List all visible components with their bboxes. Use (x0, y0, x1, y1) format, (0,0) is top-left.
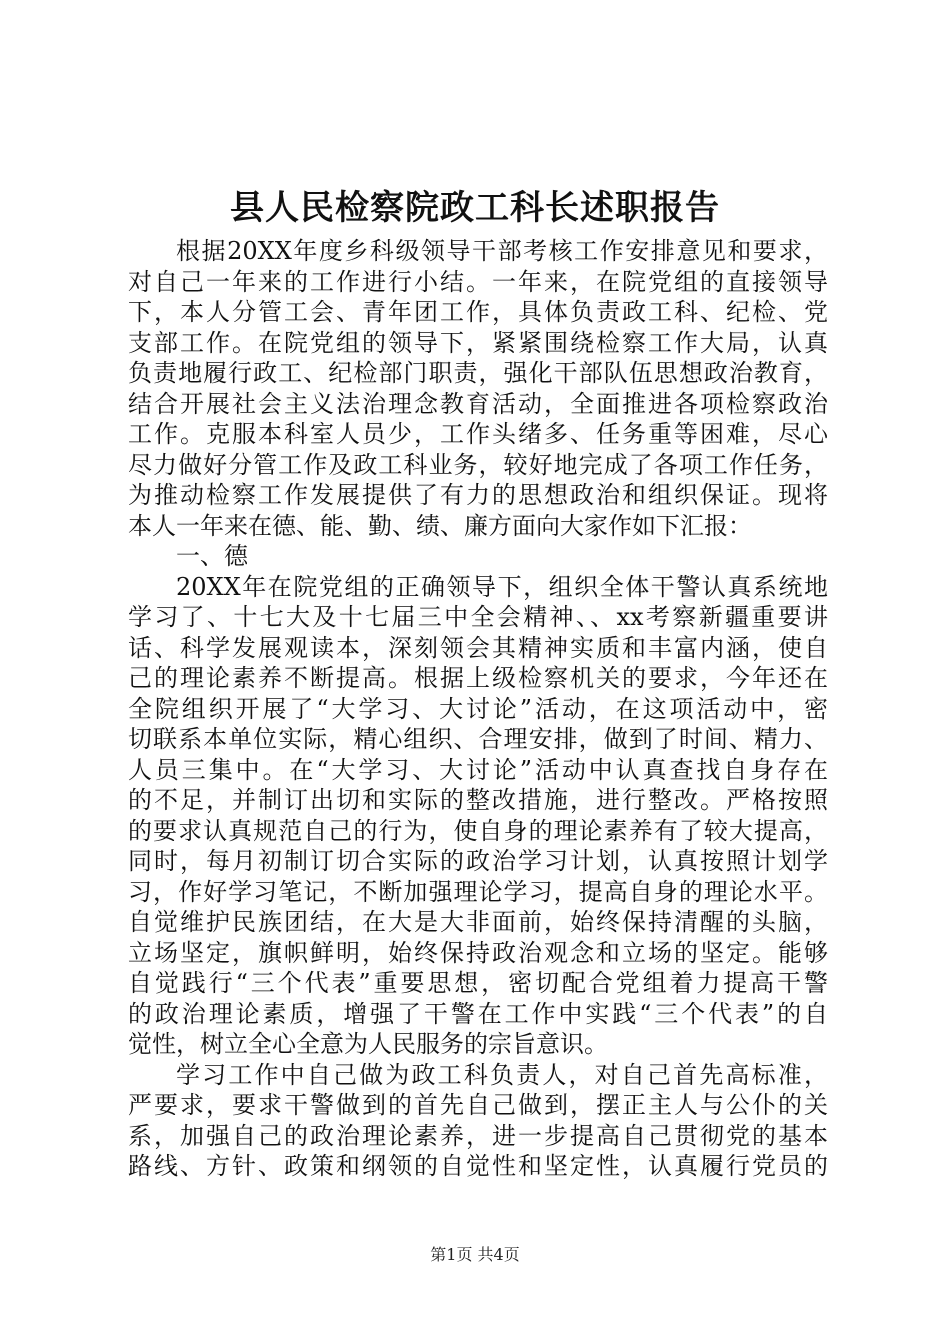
text-line: 支部工作。在院党组的领导下，紧紧围绕检察工作大局，认真 (128, 328, 828, 357)
text-line: 系，加强自己的政治理论素养，进一步提高自己贯彻党的基本 (128, 1121, 828, 1150)
text-line: 的不足，并制订出切和实际的整改措施，进行整改。严格按照 (128, 786, 828, 814)
text-line: 同时，每月初制订切合实际的政治学习计划，认真按照计划学 (128, 847, 828, 875)
text-line: 下，本人分管工会、青年团工作，具体负责政工科、纪检、党 (128, 298, 828, 326)
text-line: 学习了、十七大及十七届三中全会精神、、xx考察新疆重要讲 (128, 603, 828, 631)
text-line: 觉性，树立全心全意为人民服务的宗旨意识。 (128, 1030, 608, 1058)
text-line: 路线、方针、政策和纲领的自觉性和坚定性，认真履行党员的 (128, 1152, 828, 1180)
page-footer: 第1页 共4页 (430, 1245, 520, 1264)
text-line: 全院组织开展了“大学习、大讨论”活动，在这项活动中，密 (128, 694, 828, 723)
text-line: 负责地履行政工、纪检部门职责，强化干部队伍思想政治教育， (128, 359, 828, 387)
text-line: 人员三集中。在“大学习、大讨论”活动中认真查找自身存在 (128, 755, 828, 784)
text-line: 根据20XX年度乡科级领导干部考核工作安排意见和要求， (176, 237, 828, 265)
text-line: 结合开展社会主义法治理念教育活动，全面推进各项检察政治 (128, 389, 828, 418)
text-line: 的要求认真规范自己的行为，使自身的理论素养有了较大提高， (128, 816, 828, 845)
text-line: 己的理论素养不断提高。根据上级检察机关的要求，今年还在 (128, 664, 828, 692)
text-line: 严要求，要求干警做到的首先自己做到，摆正主人与公仆的关 (128, 1091, 828, 1119)
text-line: 为推动检察工作发展提供了有力的思想政治和组织保证。现将 (128, 481, 828, 509)
text-line: 话、科学发展观读本，深刻领会其精神实质和丰富内涵，使自 (128, 633, 828, 662)
text-line: 学习工作中自己做为政工科负责人，对自己首先高标准， (176, 1060, 828, 1089)
text-line: 立场坚定，旗帜鲜明，始终保持政治观念和立场的坚定。能够 (128, 938, 828, 967)
text-line: 自觉维护民族团结，在大是大非面前，始终保持清醒的头脑， (128, 908, 828, 936)
text-line: 对自己一年来的工作进行小结。一年来，在院党组的直接领导 (128, 267, 828, 296)
text-line: 尽力做好分管工作及政工科业务，较好地完成了各项工作任务， (128, 450, 828, 479)
document-title: 县人民检察院政工科长述职报告 (230, 188, 720, 228)
document-body (128, 236, 828, 1182)
text-line: 切联系本单位实际，精心组织、合理安排，做到了时间、精力、 (128, 725, 828, 753)
text-line: 20XX年在院党组的正确领导下，组织全体干警认真系统地 (176, 572, 828, 601)
text-line: 的政治理论素质，增强了干警在工作中实践“三个代表”的自 (128, 999, 828, 1028)
text-line: 一、德 (176, 542, 248, 570)
text-line: 自觉践行“三个代表”重要思想，密切配合党组着力提高干警 (128, 969, 828, 997)
text-line: 工作。克服本科室人员少，工作头绪多、任务重等困难，尽心 (128, 420, 828, 448)
text-line: 习，作好学习笔记，不断加强理论学习，提高自身的理论水平。 (128, 877, 828, 906)
text-line: 本人一年来在德、能、勤、绩、廉方面向大家作如下汇报： (128, 511, 752, 540)
